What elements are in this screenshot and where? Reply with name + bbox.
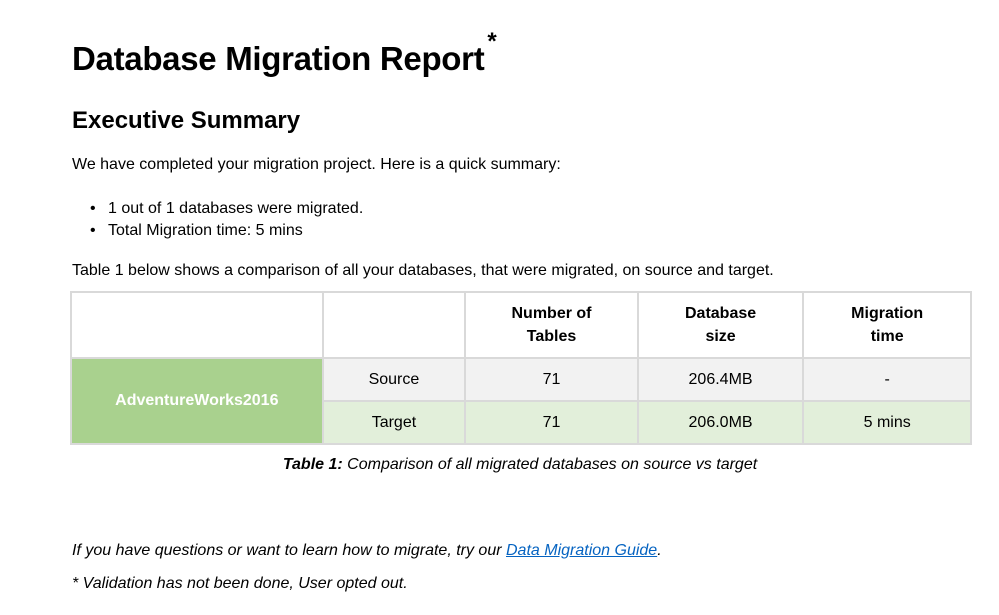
title-asterisk: * [487, 28, 497, 55]
section-heading: Executive Summary [72, 107, 301, 134]
report-title-text: Database Migration Report [72, 40, 485, 77]
help-prefix: If you have questions or want to learn how to migrate, try our [72, 542, 506, 559]
list-item-text: Total Migration time: 5 mins [108, 222, 303, 239]
header-text: time [870, 328, 904, 345]
time-cell: - [803, 358, 971, 401]
migration-guide-link[interactable]: Data Migration Guide [506, 542, 658, 559]
list-item [90, 198, 363, 220]
list-item-text: 1 out of 1 databases were migrated. [108, 200, 364, 217]
size-cell: 206.0MB [638, 401, 804, 444]
report-title [72, 28, 497, 78]
caption-text: Comparison of all migrated databases on source vs target [342, 456, 758, 473]
bullet-icon: • [90, 222, 96, 239]
database-name-cell: AdventureWorks2016 [71, 358, 323, 444]
header-text: Number of [511, 305, 592, 322]
table-caption [0, 456, 999, 474]
header-text: size [705, 328, 736, 345]
header-cell-type [323, 292, 466, 358]
validation-note: * Validation has not been done, User opted out. [72, 575, 408, 592]
caption-label: Table 1: [282, 456, 343, 473]
header-text: Database [684, 305, 757, 322]
tables-cell: 71 [465, 358, 638, 401]
row-label-cell: Source [323, 358, 466, 401]
time-cell: 5 mins [803, 401, 971, 444]
header-text: Migration [851, 305, 924, 322]
table-intro-text: Table 1 below shows a comparison of all your databases, that were migrated, on source and target. [72, 262, 774, 279]
list-item [90, 220, 363, 242]
table-row [71, 358, 971, 401]
size-cell: 206.4MB [638, 358, 804, 401]
help-suffix: . [657, 542, 662, 559]
row-label-cell: Target [323, 401, 466, 444]
help-text [72, 542, 662, 560]
bullet-icon: • [90, 200, 96, 217]
comparison-table [70, 291, 972, 445]
tables-cell: 71 [465, 401, 638, 444]
header-cell-time [803, 292, 971, 358]
header-text: Tables [526, 328, 577, 345]
header-cell-tables [465, 292, 638, 358]
intro-text: We have completed your migration project. Here is a quick summary: [72, 156, 561, 173]
table-header-row [71, 292, 971, 358]
summary-list [90, 198, 363, 242]
header-cell-database [71, 292, 323, 358]
header-cell-size [638, 292, 804, 358]
